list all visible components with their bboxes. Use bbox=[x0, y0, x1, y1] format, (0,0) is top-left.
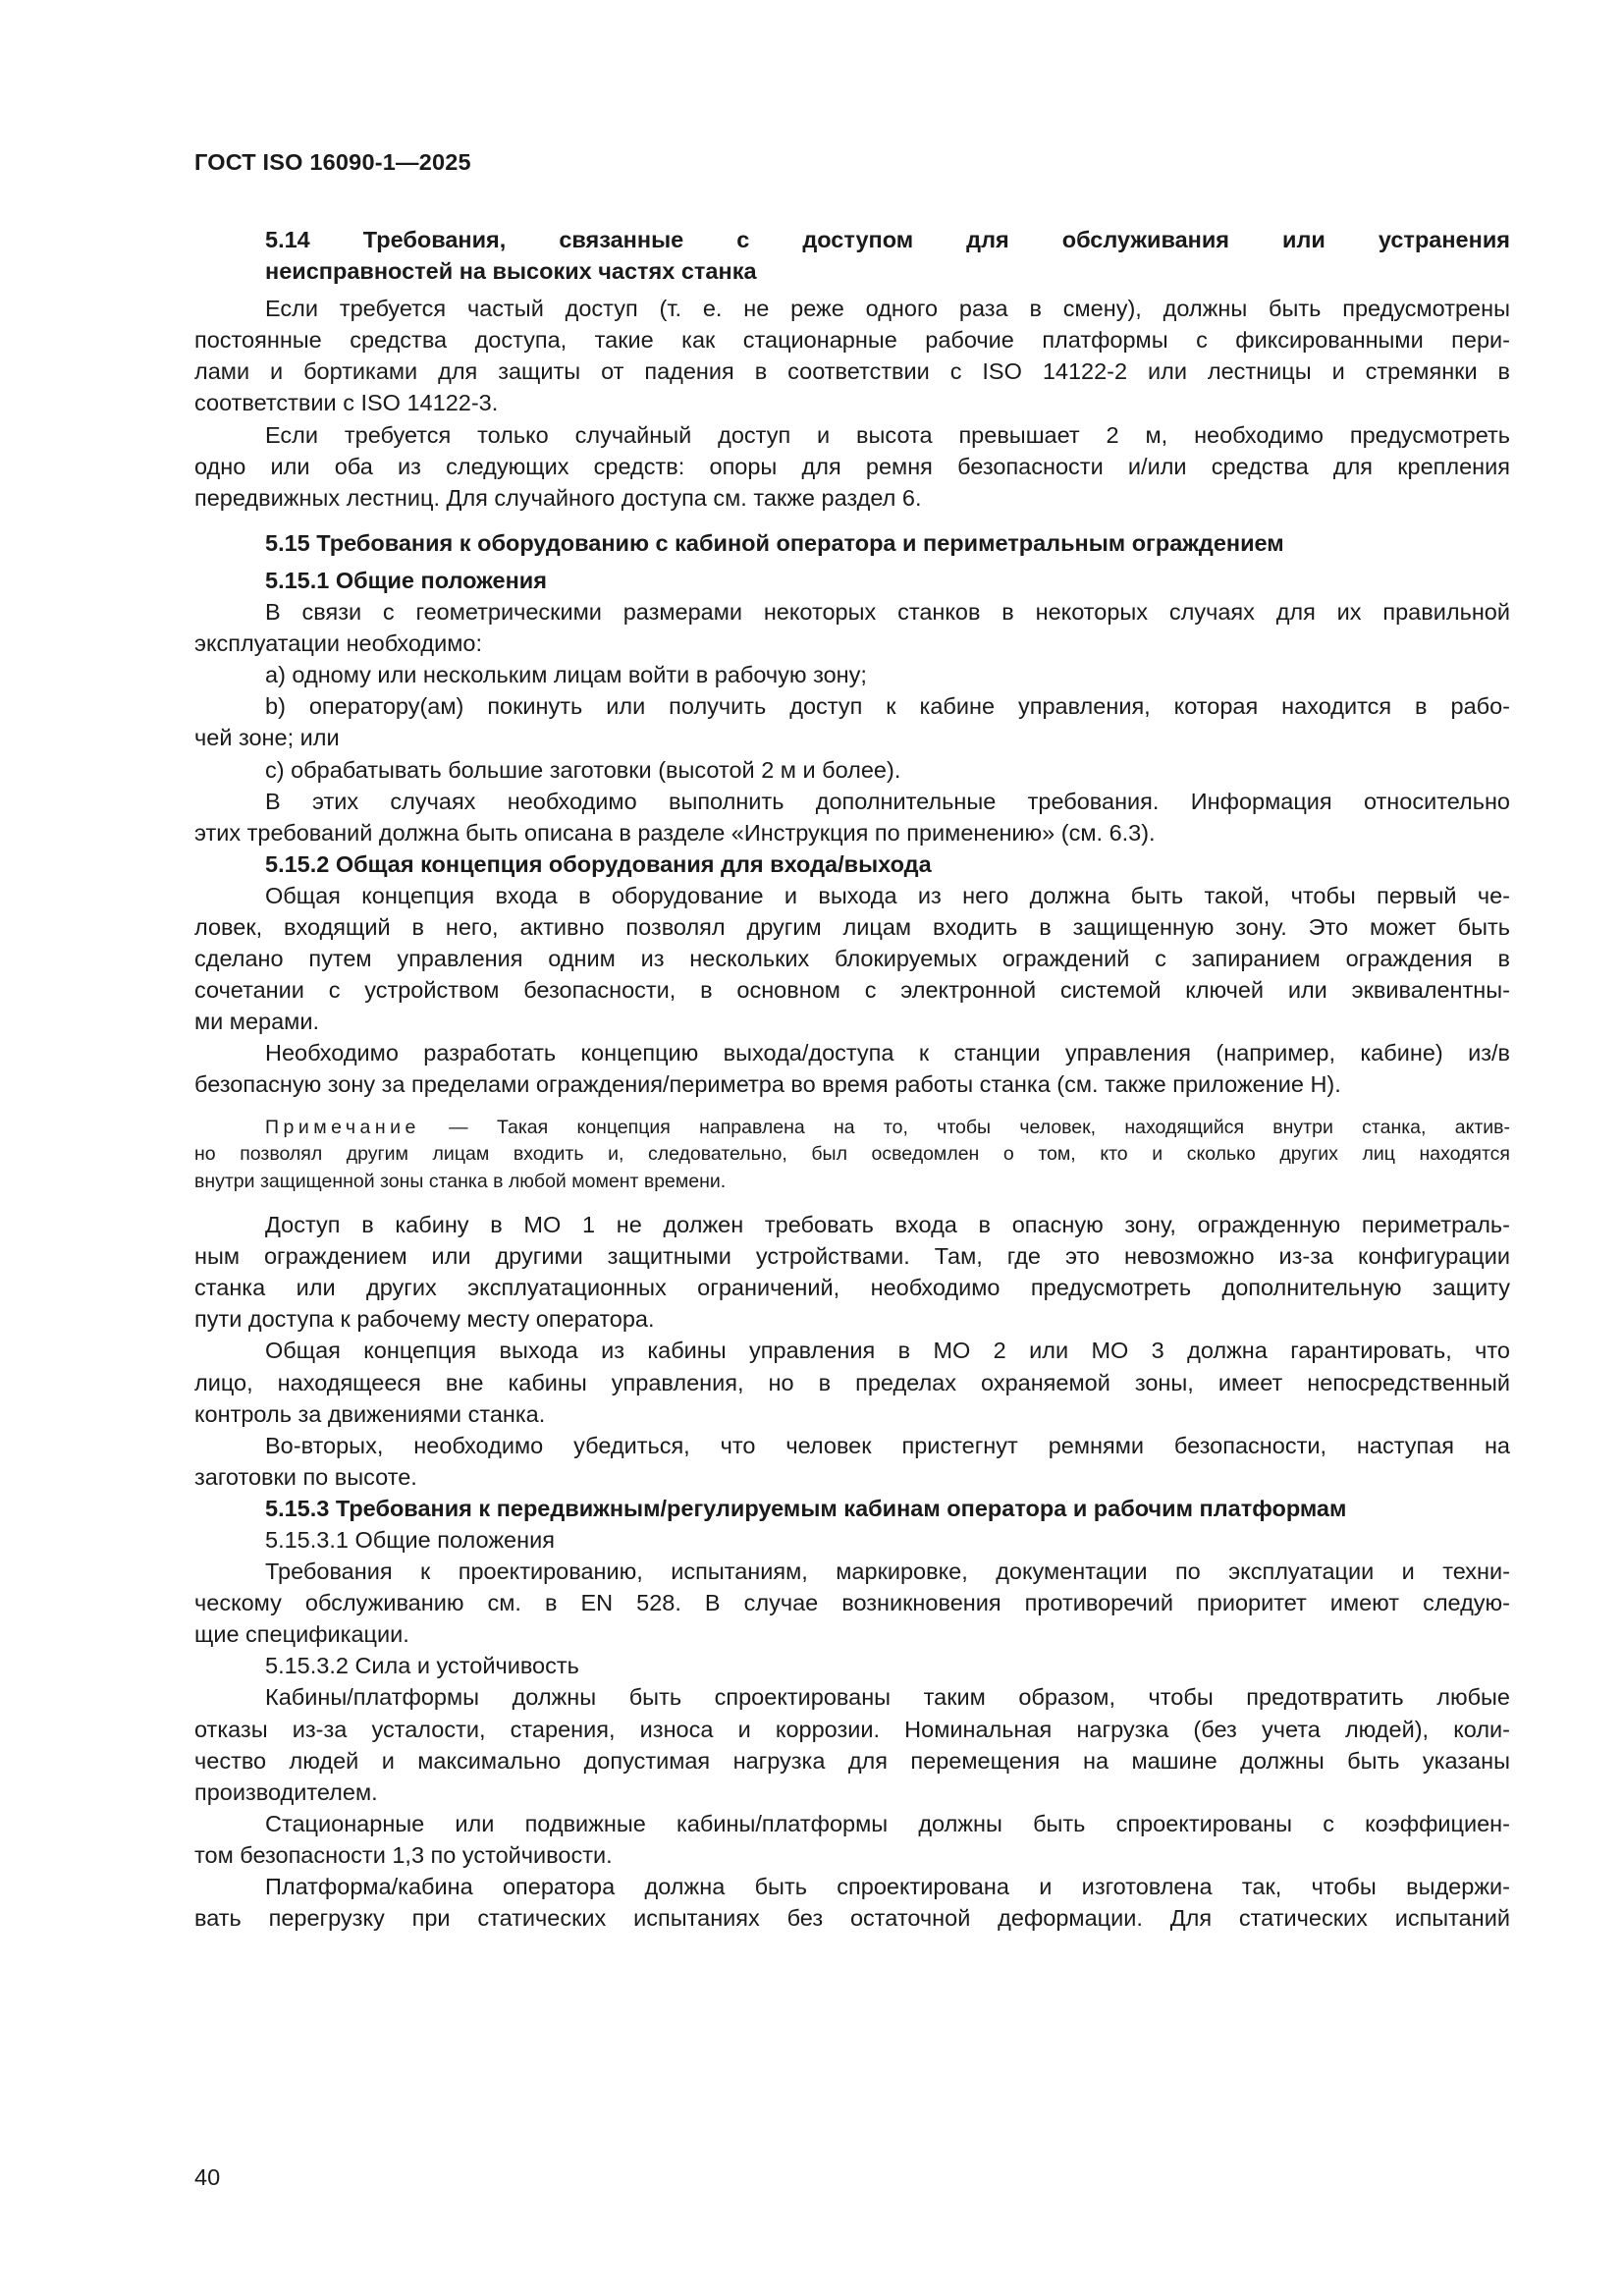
paragraph-line: щие спецификации. bbox=[194, 1621, 409, 1648]
section-5-15-2-title: 5.15.2 Общая концепция оборудования для входа/выхода bbox=[265, 850, 932, 877]
paragraph-line: ми мерами. bbox=[194, 1009, 319, 1035]
list-item-b: b) оператору(ам) покинуть или получить доступ к кабине управления, которая находится в рабо- bbox=[265, 693, 1510, 720]
paragraph-line: производителем. bbox=[194, 1778, 378, 1805]
paragraph-line: В этих случаях необходимо выполнить дополнительные требования. Информация относительно bbox=[265, 788, 1510, 814]
document-body bbox=[194, 224, 1510, 1934]
paragraph-line: сделано путем управления одним из нескольких блокируемых ограждений с запиранием ограждения в bbox=[194, 946, 1510, 972]
list-item-a: a) одному или нескольким лицам войти в рабочую зону; bbox=[265, 662, 867, 688]
paragraph-line: Если требуется только случайный доступ и высота превышает 2 м, необходимо предусмотреть bbox=[265, 421, 1510, 448]
paragraph-line: отказы из-за усталости, старения, износа и коррозии. Номинальная нагрузка (без учета людей), коли- bbox=[194, 1716, 1510, 1742]
paragraph-line: эксплуатации необходимо: bbox=[194, 630, 483, 657]
paragraph-line: Если требуется частый доступ (т. е. не реже одного раза в смену), должны быть предусмотрены bbox=[265, 296, 1510, 322]
note-line bbox=[194, 1115, 1510, 1142]
paragraph-line: Кабины/платформы должны быть спроектированы таким образом, чтобы предотвратить любые bbox=[265, 1684, 1510, 1711]
section-5-15-3-1-title: 5.15.3.1 Общие положения bbox=[265, 1526, 555, 1553]
list-item-b-cont: чей зоне; или bbox=[194, 725, 340, 751]
paragraph-line: В связи с геометрическими размерами некоторых станков в некоторых случаях для их правильной bbox=[265, 599, 1510, 626]
note-text: — Такая концепция направлена на то, чтобы человек, находящийся внутри станка, актив- bbox=[419, 1116, 1510, 1138]
section-5-14-title-cont: неисправностей на высоких частях станка bbox=[265, 258, 757, 285]
page-number: 40 bbox=[194, 2164, 221, 2190]
paragraph-line: Общая концепция входа в оборудование и выхода из него должна быть такой, чтобы первый че- bbox=[265, 882, 1510, 908]
paragraph-line: Необходимо разработать концепцию выхода/доступа к станции управления (например, кабине) из/в bbox=[265, 1040, 1510, 1066]
section-5-14-title: 5.14 Требования, связанные с доступом для обслуживания или устранения bbox=[265, 227, 1510, 252]
paragraph-line: пути доступа к рабочему месту оператора. bbox=[194, 1306, 655, 1333]
document-code-header: ГОСТ ISO 16090-1—2025 bbox=[194, 149, 471, 175]
section-5-15-3-2-title: 5.15.3.2 Сила и устойчивость bbox=[265, 1653, 579, 1679]
paragraph-line: ловек, входящий в него, активно позволял другим лицам входить в защищенную зону. Это может быть bbox=[194, 913, 1510, 940]
paragraph-line: контроль за движениями станка. bbox=[194, 1400, 546, 1427]
paragraph-line: лами и бортиками для защиты от падения в соответствии с ISO 14122-2 или лестницы и стремянки в bbox=[194, 358, 1510, 385]
note-line: внутри защищенной зоны станка в любой момент времени. bbox=[194, 1170, 727, 1192]
paragraph-line: заготовки по высоте. bbox=[194, 1463, 417, 1490]
paragraph-line: этих требований должна быть описана в разделе «Инструкция по применению» (см. 6.3). bbox=[194, 819, 1156, 846]
paragraph-line: сочетании с устройством безопасности, в основном с электронной системой ключей или эквивалентны- bbox=[194, 977, 1510, 1004]
paragraph-line: чество людей и максимально допустимая нагрузка для перемещения на машине должны быть указаны bbox=[194, 1747, 1510, 1774]
paragraph-line: ным ограждением или другими защитными устройствами. Там, где это невозможно из-за конфигурации bbox=[194, 1243, 1510, 1270]
section-5-15-title: 5.15 Требования к оборудованию с кабиной оператора и периметральным ограждением bbox=[265, 529, 1284, 556]
section-5-15-1-title: 5.15.1 Общие положения bbox=[265, 567, 547, 593]
paragraph-line: Стационарные или подвижные кабины/платформы должны быть спроектированы с коэффициен- bbox=[265, 1810, 1510, 1836]
paragraph-line: вать перегрузку при статических испытаниях без остаточной деформации. Для статических испытаний bbox=[194, 1905, 1510, 1932]
paragraph-line: соответствии с ISO 14122-3. bbox=[194, 390, 499, 416]
paragraph-line: Во-вторых, необходимо убедиться, что человек пристегнут ремнями безопасности, наступая на bbox=[265, 1432, 1510, 1458]
paragraph-line: Платформа/кабина оператора должна быть спроектирована и изготовлена так, чтобы выдержи- bbox=[265, 1874, 1510, 1899]
paragraph-line: том безопасности 1,3 по устойчивости. bbox=[194, 1841, 613, 1868]
list-item-c: c) обрабатывать большие заготовки (высотой 2 м и более). bbox=[265, 756, 901, 783]
paragraph-line: Доступ в кабину в МО 1 не должен требовать входа в опасную зону, огражденную периметраль- bbox=[265, 1212, 1510, 1238]
paragraph-line: безопасную зону за пределами ограждения/периметра во время работы станка (см. также приложение H). bbox=[194, 1071, 1341, 1098]
paragraph-line: лицо, находящееся вне кабины управления, но в пределах охраняемой зоны, имеет непосредственный bbox=[194, 1369, 1510, 1395]
paragraph-line: одно или оба из следующих средств: опоры для ремня безопасности и/или средства для крепления bbox=[194, 453, 1510, 479]
paragraph-line: ческому обслуживанию см. в EN 528. В случае возникновения противоречий приоритет имеют следую- bbox=[194, 1590, 1510, 1616]
section-5-15-3-title: 5.15.3 Требования к передвижным/регулируемым кабинам оператора и рабочим платформам bbox=[265, 1495, 1347, 1521]
paragraph-line: станка или других эксплуатационных ограничений, необходимо предусмотреть дополнительную защиту bbox=[194, 1275, 1510, 1301]
paragraph-line: Общая концепция выхода из кабины управления в МО 2 или МО 3 должна гарантировать, что bbox=[265, 1338, 1510, 1364]
paragraph-line: передвижных лестниц. Для случайного доступа см. также раздел 6. bbox=[194, 484, 922, 511]
note-block bbox=[194, 1115, 1510, 1196]
note-line: но позволял другим лицам входить и, следовательно, был осведомлен о том, кто и сколько других лиц находятся bbox=[194, 1143, 1510, 1166]
paragraph-line: постоянные средства доступа, такие как стационарные рабочие платформы с фиксированными пери- bbox=[194, 327, 1510, 354]
paragraph-line: Требования к проектированию, испытаниям, маркировке, документации по эксплуатации и техни- bbox=[265, 1558, 1510, 1585]
note-label: Примечание bbox=[265, 1116, 420, 1138]
